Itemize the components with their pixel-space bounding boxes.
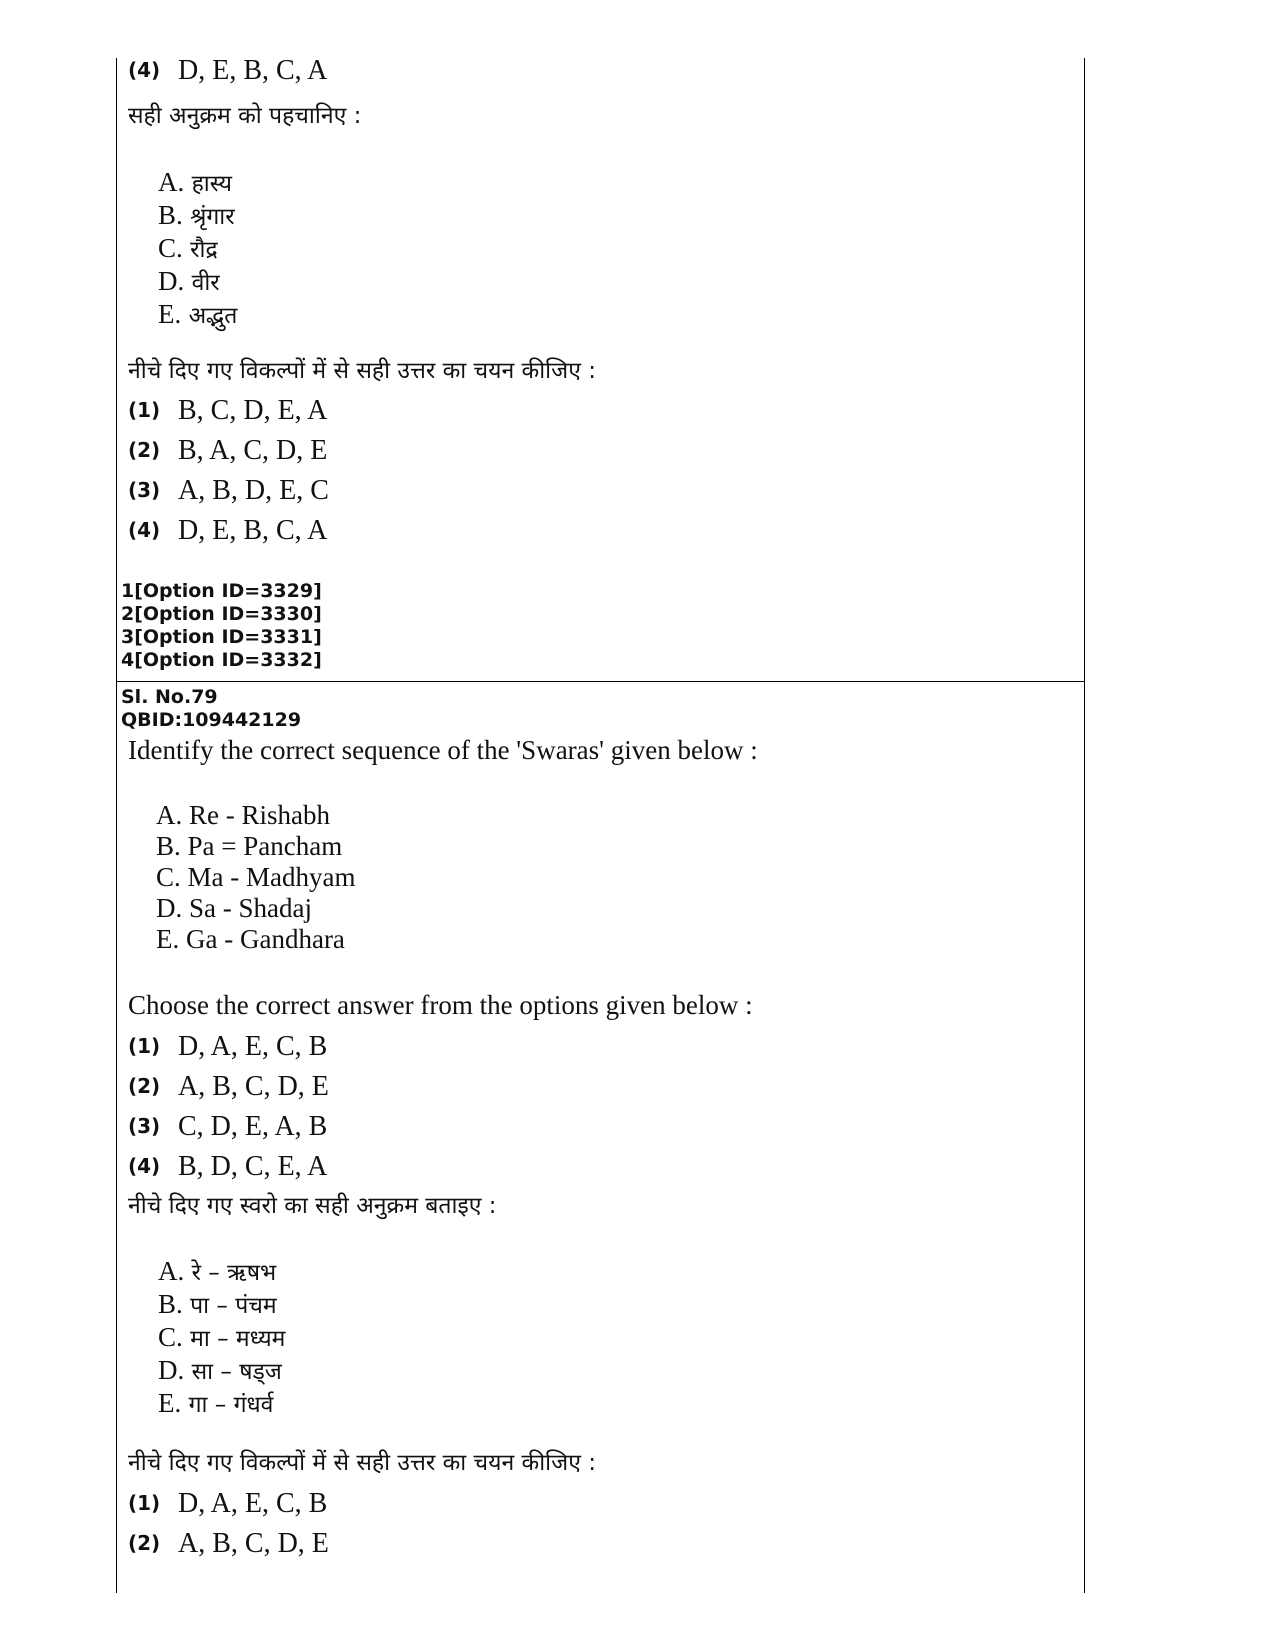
option-item: (4) B, D, C, E, A	[128, 1151, 328, 1182]
list-item: C. मा – मध्यम	[158, 1322, 286, 1352]
hindi-swara-items	[158, 1256, 285, 1421]
list-item: B. Pa = Pancham	[156, 831, 343, 861]
list-item: C. रौद्र	[158, 233, 218, 263]
option-item: (2) A, B, C, D, E	[128, 1071, 329, 1102]
list-item: E. Ga - Gandhara	[156, 924, 345, 954]
option-item: (3) A, B, D, E, C	[128, 475, 329, 506]
list-item: B. श्रृंगार	[158, 200, 235, 230]
list-item: E. गा – गंधर्व	[158, 1388, 274, 1418]
prev-hindi-prompt: सही अनुक्रम को पहचानिए :	[128, 103, 362, 129]
list-item: A. रे – ऋषभ	[158, 1256, 277, 1286]
question-options	[128, 1029, 329, 1189]
qbid: QBID:109442129	[121, 709, 302, 731]
question-divider	[116, 681, 1085, 682]
prev-top-option: (4) D, E, B, C, A	[128, 55, 328, 86]
prev-hindi-items	[158, 167, 237, 332]
option-item: (3) C, D, E, A, B	[128, 1111, 328, 1142]
hindi-choose-prompt: नीचे दिए गए विकल्पों में से सही उत्तर का चयन कीजिए :	[128, 1450, 596, 1476]
option-id: 4[Option ID=3332]	[121, 649, 322, 671]
list-item: A. हास्य	[158, 167, 233, 197]
swara-items	[156, 800, 355, 955]
list-item: E. अद्भुत	[158, 299, 238, 329]
option-item: (1) B, C, D, E, A	[128, 395, 328, 426]
prev-options	[128, 393, 329, 553]
list-item: B. पा – पंचम	[158, 1289, 277, 1319]
question-header	[121, 686, 301, 732]
list-item: D. सा – षड्ज	[158, 1355, 282, 1385]
option-item: (1) D, A, E, C, B	[128, 1488, 328, 1519]
list-item: A. Re - Rishabh	[156, 800, 330, 830]
option-ids	[121, 580, 322, 672]
option-id: 2[Option ID=3330]	[121, 603, 322, 625]
option-item: (2) B, A, C, D, E	[128, 435, 328, 466]
serial-number: Sl. No.79	[121, 686, 218, 708]
list-item: C. Ma - Madhyam	[156, 862, 356, 892]
option-id: 1[Option ID=3329]	[121, 580, 322, 602]
list-item: D. Sa - Shadaj	[156, 893, 312, 923]
option-id: 3[Option ID=3331]	[121, 626, 322, 648]
list-item: D. वीर	[158, 266, 220, 296]
hindi-options	[128, 1486, 329, 1566]
option-item: (2) A, B, C, D, E	[128, 1528, 329, 1559]
option-item: (4) D, E, B, C, A	[128, 515, 328, 546]
prev-hindi-choose: नीचे दिए गए विकल्पों में से सही उत्तर का चयन कीजिए :	[128, 358, 596, 384]
question-prompt: Identify the correct sequence of the 'Swaras' given below :	[128, 735, 758, 765]
hindi-prompt: नीचे दिए गए स्वरो का सही अनुक्रम बताइए :	[128, 1193, 497, 1219]
choose-prompt: Choose the correct answer from the options given below :	[128, 990, 753, 1020]
option-item: (1) D, A, E, C, B	[128, 1031, 328, 1062]
